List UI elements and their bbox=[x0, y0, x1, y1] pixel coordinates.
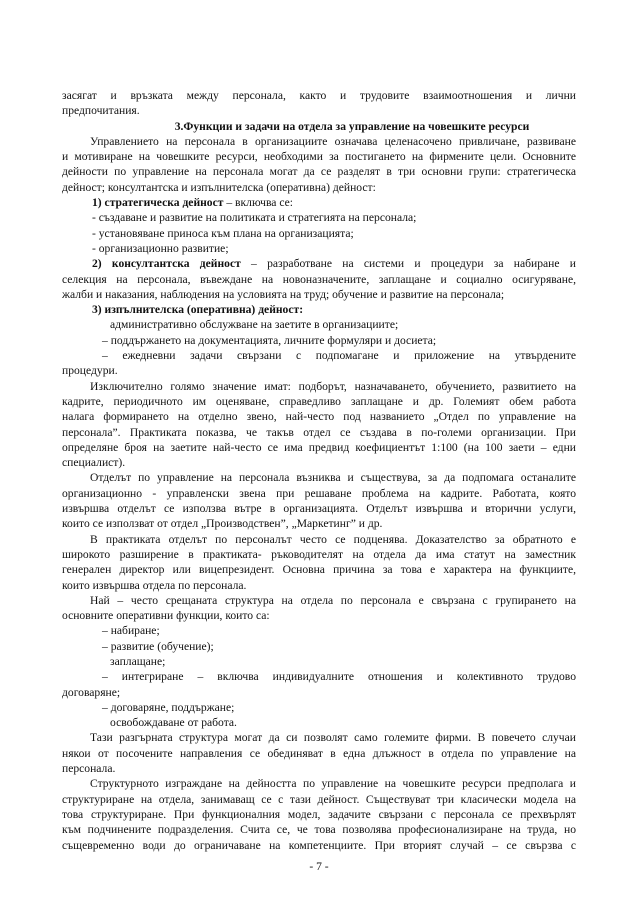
text-line: Отделът по управление на персонала възниква и съществува, за да подпомага останалите bbox=[90, 471, 576, 485]
list-item: - създаване и развитие на политиката и стратегията на персонала; bbox=[92, 211, 417, 225]
list-item: - организационно развитие; bbox=[92, 241, 229, 255]
list-item: - установяване приноса към плана на организацията; bbox=[92, 226, 354, 240]
list-item: – ежедневни задачи свързани с подпомагане и приложение на утвърдените bbox=[102, 349, 576, 363]
text-line: и мотивиране на човешките ресурси, необходими за постигането на фирмените цели. Основните bbox=[62, 150, 576, 164]
list-item: заплащане; bbox=[110, 654, 166, 668]
text-line: Структурното изграждане на дейността по управление на човешките ресурси предполага и bbox=[90, 777, 576, 791]
list-item: – договаряне, поддържане; bbox=[102, 700, 235, 714]
text-line: Тази разгърната структура могат да си позволят само големите фирми. В повечето случаи bbox=[90, 731, 576, 745]
heading-tail: – включва се: bbox=[223, 196, 294, 210]
text-line: дейности по управление на персонала могат да се разделят в три основни групи: стратегическа bbox=[62, 165, 576, 179]
text-line: основните оперативни функции, които са: bbox=[62, 609, 270, 623]
list-item: административно обслужване на заетите в организациите; bbox=[110, 318, 399, 332]
list-item: – набиране; bbox=[102, 624, 160, 638]
text-line: предпочитания. bbox=[62, 104, 140, 118]
document-body bbox=[62, 88, 576, 853]
list-item: – интегриране – включва индивидуалните отношения и колективното трудово bbox=[102, 670, 576, 684]
list-heading bbox=[62, 195, 576, 210]
text-line: В практиката отделът по персоналът често се подценява. Доказателство за обратното е bbox=[90, 532, 576, 546]
text-line: широкото разширение в практиката- ръководителят на отдела да има статут на заместник bbox=[62, 547, 576, 561]
heading-consulting: 2) консултантска дейност bbox=[92, 257, 241, 271]
text-line: договаряне; bbox=[62, 685, 121, 699]
list-item: – поддържането на документацията, личните формуляри и досиета; bbox=[102, 333, 437, 347]
text-line: същевременно води до ограничаване на компетенциите. При вторият случай – се свързва с bbox=[62, 838, 576, 852]
text-line: Управлението на персонала в организациите означава целенасочено привличане, развиване bbox=[90, 134, 576, 148]
list-heading bbox=[62, 256, 576, 271]
section-title: 3.Функции и задачи на отдела за управление на човешките ресурси bbox=[174, 119, 530, 133]
text-line: организационно - управленски звена при решаване проблема на кадрите. Работата, която bbox=[62, 486, 576, 500]
text-line: някои от посочените направления се обединяват в една длъжност в отдела по управление на bbox=[62, 746, 576, 760]
text-line: структуриране на отдела, занимаващ се с тази дейност. Съществуват три класически модела на bbox=[62, 792, 576, 806]
page-number: - 7 - bbox=[309, 860, 329, 873]
list-item: освобождаване от работа. bbox=[110, 716, 237, 730]
text-line: персонала. bbox=[62, 762, 116, 776]
list-item: – развитие (обучение); bbox=[102, 639, 214, 653]
text-line: извършва отделът се използва вътре в организацията. Отделът извършва и вторични услуги, bbox=[62, 502, 576, 516]
text-line: персонала”. Практиката показва, че такъв отдел се създава в по-големи организации. При bbox=[62, 425, 576, 439]
text-line: към подчинените подразделения. Счита се, че това позволява професионализиране на труда, но bbox=[62, 823, 576, 837]
text-line: които се използват от отдел „Производствен”, „Маркетинг” и др. bbox=[62, 517, 383, 531]
text-line: които извършва отдела по персонала. bbox=[62, 578, 247, 592]
heading-operational: 3) изпълнителска (оперативна) дейност: bbox=[92, 303, 304, 317]
text-line: Изключително голямо значение имат: подборът, назначаването, обучението, развитието на bbox=[90, 379, 576, 393]
text-line: Най – често срещаната структура на отдела по персонала е свързана с групирането на bbox=[90, 593, 576, 607]
text-line: засягат и връзката между персонала, както и трудовите взаимоотношения и лични bbox=[62, 89, 576, 102]
text-line: определяне броя на заетите най-често се има предвид коефициентът 1:100 (на 100 заети – едни bbox=[62, 440, 576, 454]
text-line: генерален директор или вицепрезидент. Основна причина за това е характера на функциите, bbox=[62, 563, 576, 577]
text-line: селекция на персонала, въвеждане на новоназначените, заплащане и социално осигуряване, bbox=[62, 272, 576, 286]
text-line: специалист). bbox=[62, 456, 126, 470]
heading-strategic: 1) стратегическа дейност bbox=[92, 196, 224, 210]
text-line: това структуриране. При функционалния модел, задачите свързани с персонала се прехвърлят bbox=[62, 807, 576, 821]
text-line: жалби и наказания, наблюдения на условията на труд; обучение и развитие на персонала; bbox=[62, 287, 505, 301]
heading-tail: – разработване на системи и процедури за набиране и bbox=[240, 257, 576, 271]
text-line: налага формирането на отделно звено, най-често под названието „Отдел по управление на bbox=[62, 410, 576, 424]
text-line: дейност; консултантска и изпълнителска (оперативна) дейност: bbox=[62, 180, 376, 194]
text-line: процедури. bbox=[62, 364, 118, 378]
text-line: кадрите, периодичното им оценяване, справедливо заплащане и др. Големият обем работа bbox=[62, 394, 576, 408]
